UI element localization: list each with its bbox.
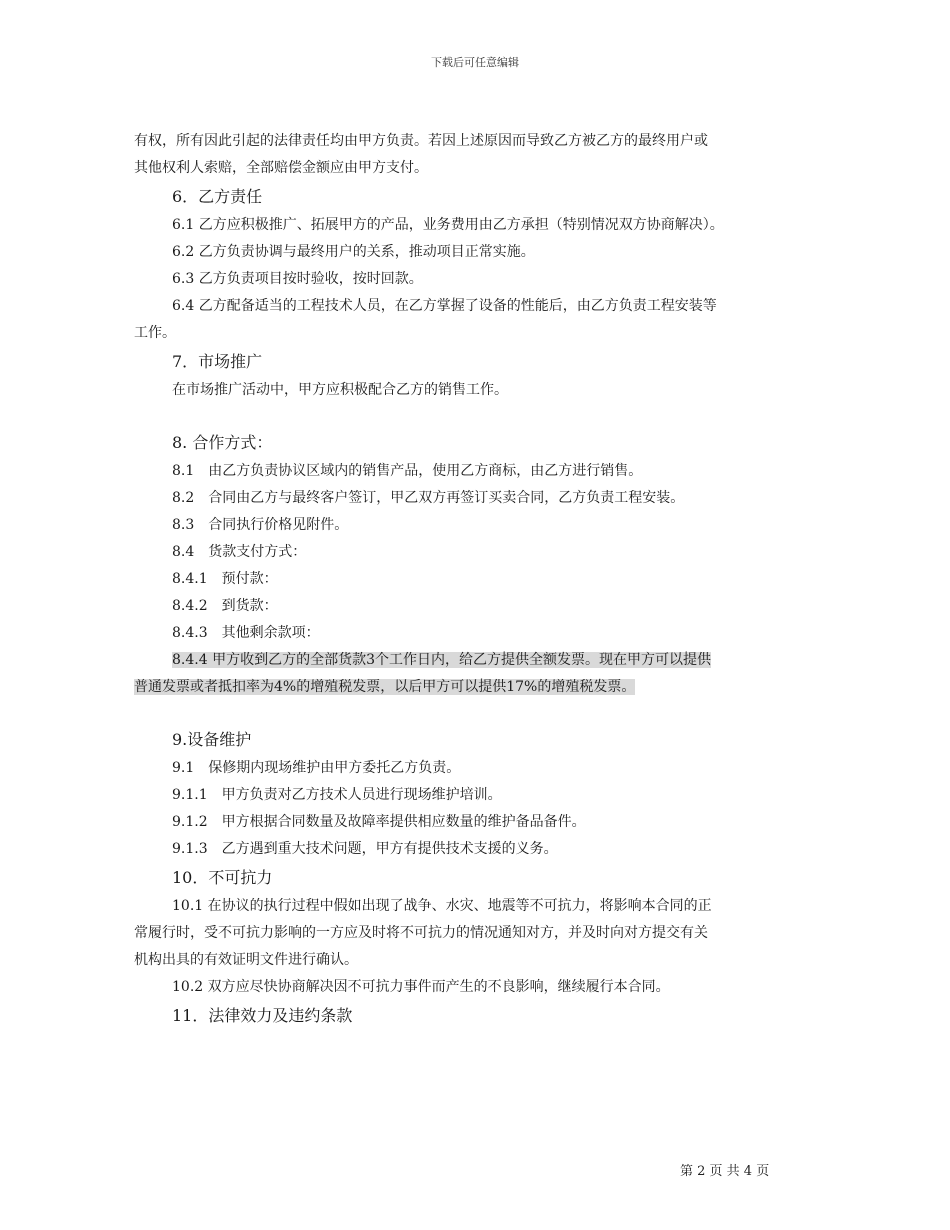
clause-8-4-4-line-1 <box>134 647 814 674</box>
highlighted-text: 普通发票或者抵扣率为4%的增殖税发票，以后甲方可以提供17%的增殖税发票。 <box>134 679 636 695</box>
clause-10-1-line-3: 机构出具的有效证明文件进行确认。 <box>134 952 358 968</box>
clause-8-3: 8.3 合同执行价格见附件。 <box>172 517 349 533</box>
clause-10-1-line-1: 10.1 在协议的执行过程中假如出现了战争、水灾、地震等不可抗力，将影响本合同的正 <box>172 898 712 914</box>
section-7-title: 7．市场推广 <box>172 352 263 371</box>
clause-8-4-2: 8.4.2 到货款： <box>172 598 278 614</box>
intro-line-1: 有权，所有因此引起的法律责任均由甲方负责。若因上述原因而导致乙方被乙方的最终用户或 <box>134 133 708 149</box>
clause-6-3: 6.3 乙方负责项目按时验收，按时回款。 <box>172 271 423 287</box>
clause-6-1: 6.1 乙方应积极推广、拓展甲方的产品，业务费用由乙方承担（特别情况双方协商解决）。 <box>172 217 724 233</box>
clause-6-4-line-1: 6.4 乙方配备适当的工程技术人员，在乙方掌握了设备的性能后，由乙方负责工程安装等 <box>172 298 717 314</box>
clause-9-1-1: 9.1.1 甲方负责对乙方技术人员进行现场维护培训。 <box>172 787 502 803</box>
header-note: 下载后可任意编辑 <box>431 56 519 69</box>
clause-8-4: 8.4 货款支付方式： <box>172 544 307 560</box>
clause-8-2: 8.2 合同由乙方与最终客户签订，甲乙双方再签订买卖合同，乙方负责工程安装。 <box>172 490 685 506</box>
clause-6-4-line-2: 工作。 <box>134 325 176 341</box>
clause-8-4-4-line-2 <box>134 674 814 701</box>
section-10-title: 10．不可抗力 <box>172 868 273 887</box>
document-body <box>134 128 814 1031</box>
intro-line-2: 其他权利人索赔，全部赔偿金额应由甲方支付。 <box>134 160 428 176</box>
section-8-title: 8. 合作方式： <box>172 433 273 452</box>
clause-8-1: 8.1 由乙方负责协议区域内的销售产品，使用乙方商标，由乙方进行销售。 <box>172 463 643 479</box>
section-7-text: 在市场推广活动中，甲方应积极配合乙方的销售工作。 <box>172 382 508 398</box>
clause-6-2: 6.2 乙方负责协调与最终用户的关系，推动项目正常实施。 <box>172 244 535 260</box>
clause-8-4-1: 8.4.1 预付款： <box>172 571 278 587</box>
highlighted-text: 8.4.4 甲方收到乙方的全部货款3个工作日内，给乙方提供全额发票。现在甲方可以提供 <box>172 652 711 668</box>
spacer <box>134 701 814 725</box>
clause-8-4-3: 8.4.3 其他剩余款项： <box>172 625 320 641</box>
clause-10-1-line-2: 常履行时，受不可抗力影响的一方应及时将不可抗力的情况通知对方，并及时向对方提交有关 <box>134 925 708 941</box>
section-6-title: 6．乙方责任 <box>172 187 263 206</box>
clause-9-1: 9.1 保修期内现场维护由甲方委托乙方负责。 <box>172 760 461 776</box>
clause-9-1-2: 9.1.2 甲方根据合同数量及故障率提供相应数量的维护备品备件。 <box>172 814 586 830</box>
clause-10-2: 10.2 双方应尽快协商解决因不可抗力事件而产生的不良影响，继续履行本合同。 <box>172 979 670 995</box>
spacer <box>134 404 814 428</box>
page-indicator: 第 2 页 共 4 页 <box>680 1164 770 1179</box>
section-11-title: 11．法律效力及违约条款 <box>172 1006 353 1025</box>
section-9-title: 9.设备维护 <box>172 730 252 749</box>
clause-9-1-3: 9.1.3 乙方遇到重大技术问题，甲方有提供技术支援的义务。 <box>172 841 558 857</box>
